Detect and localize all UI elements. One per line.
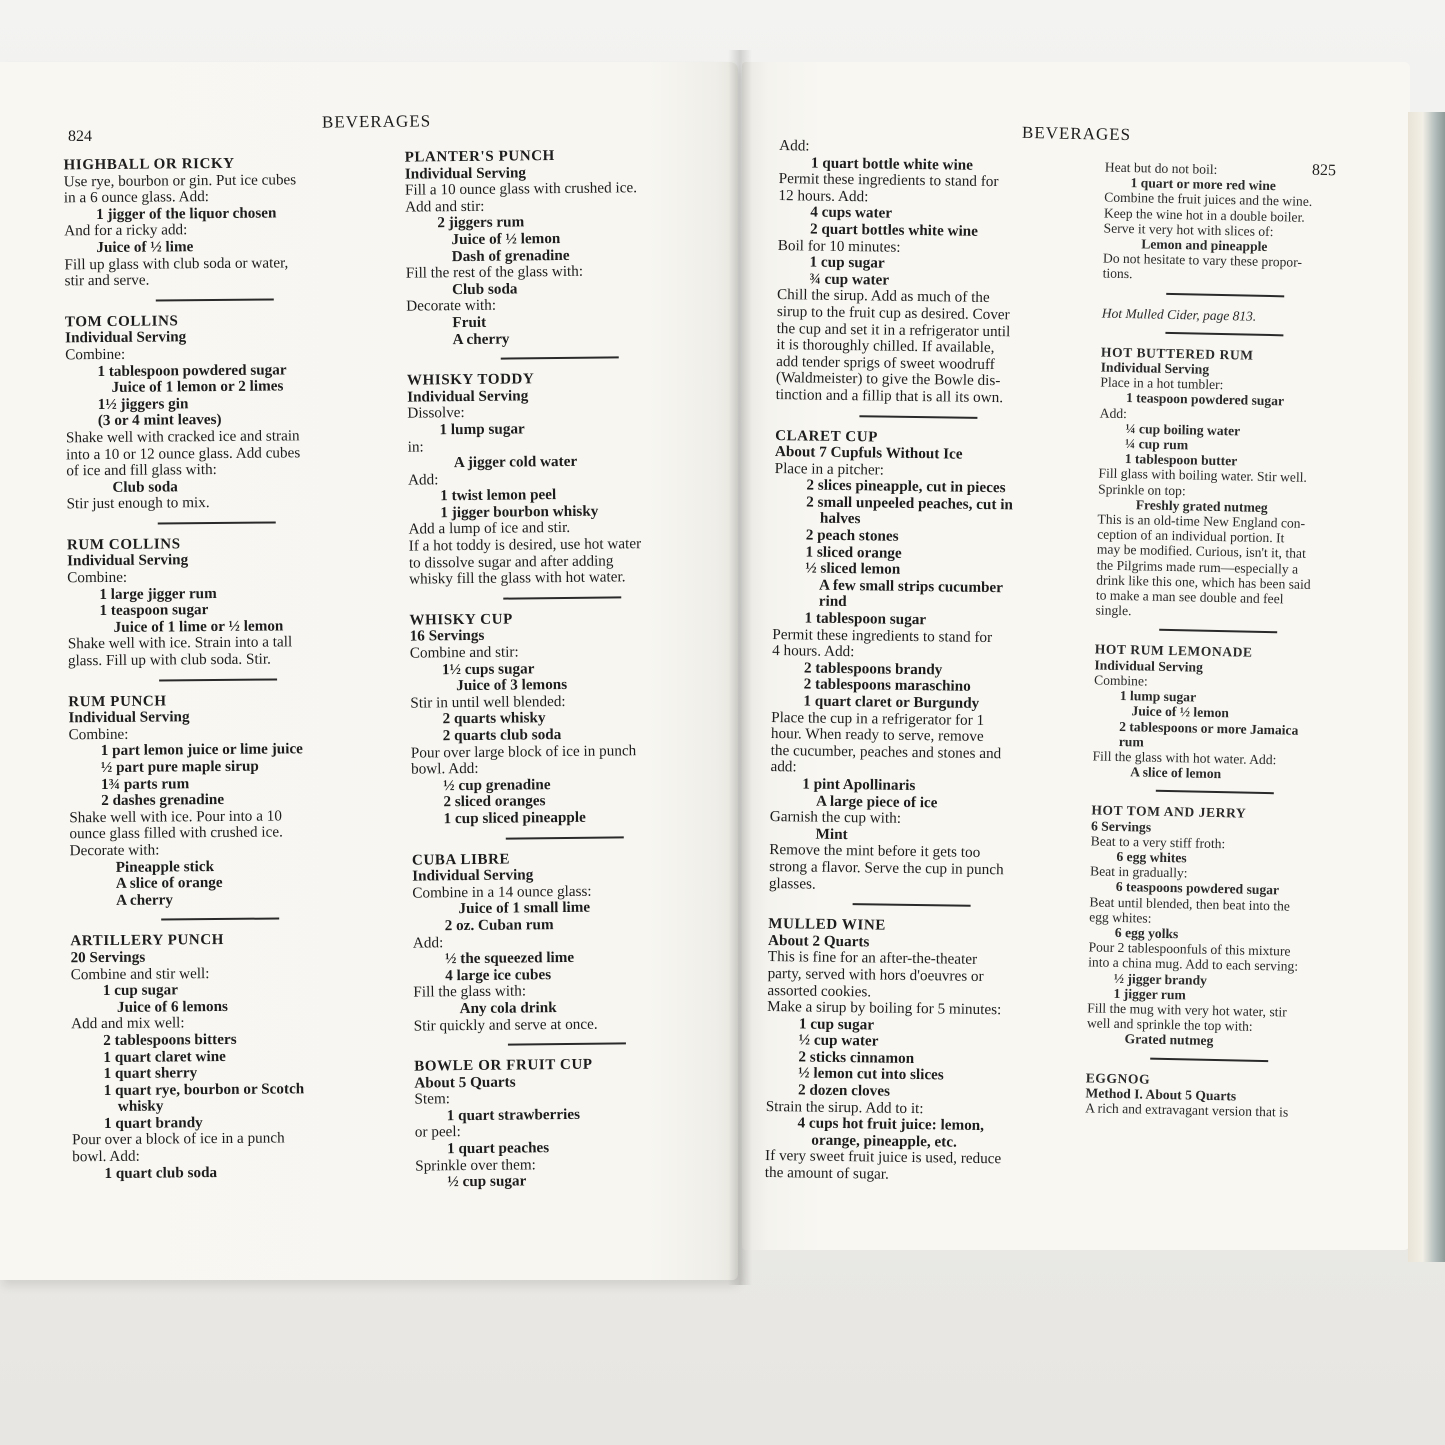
recipe-title: TOM COLLINS xyxy=(64,313,179,331)
ingredient-line: 2 jiggers rum xyxy=(437,213,525,232)
instruction-line: Combine: xyxy=(65,345,126,364)
ingredient-line: 1 quart rye, bourbon or Scotch xyxy=(103,1079,305,1099)
recipe-title: MULLED WINE xyxy=(768,916,887,934)
ingredient-line: Dash of grenadine xyxy=(451,246,570,265)
ingredient-line: Juice of 3 lemons xyxy=(456,676,568,695)
instruction-line: Decorate with: xyxy=(406,297,497,315)
ingredient-line: 2 tablespoons or more Jamaica xyxy=(1119,718,1299,738)
ingredient-line: Juice of ½ lemon xyxy=(451,229,561,249)
ingredient-line: whisky xyxy=(117,1097,164,1116)
instruction-line: Add and mix well: xyxy=(71,1014,185,1033)
ingredient-line: 1 quart brandy xyxy=(103,1114,203,1132)
instruction-line: Combine the fruit juices and the wine. xyxy=(1104,189,1313,210)
instruction-line: Combine and stir: xyxy=(409,643,519,662)
instruction-line: Add: xyxy=(1099,405,1128,421)
section-divider xyxy=(158,521,276,524)
instruction-line: of ice and fill glass with: xyxy=(66,461,217,480)
ingredient-line: ¾ cup water xyxy=(809,270,890,289)
ingredient-line: 1 quart claret wine xyxy=(103,1047,226,1066)
section-divider xyxy=(1159,629,1277,633)
section-divider xyxy=(1150,1057,1268,1061)
instruction-line: (Waldmeister) to give the Bowle dis- xyxy=(775,369,1001,390)
ingredient-line: 1 cup sugar xyxy=(102,981,178,1000)
ingredient-line: Juice of 6 lemons xyxy=(116,997,228,1016)
ingredient-line: (3 or 4 mint leaves) xyxy=(97,411,222,430)
instruction-line: Make a sirup by boiling for 5 minutes: xyxy=(767,998,1002,1019)
instruction-line: ounce glass filled with crushed ice. xyxy=(69,823,283,843)
ingredient-line: Club soda xyxy=(451,280,518,298)
ingredient-line: 2 tablespoons maraschino xyxy=(803,675,971,696)
ingredient-line: Grated nutmeg xyxy=(1124,1031,1214,1049)
instruction-line: Stir quickly and serve at once. xyxy=(413,1015,598,1035)
ingredient-line: rind xyxy=(818,593,847,611)
instruction-line: sirup to the fruit cup as desired. Cover xyxy=(776,302,1010,324)
ingredient-line: 2 slices pineapple, cut in pieces xyxy=(806,476,1006,497)
ingredient-line: 6 teaspoons powdered sugar xyxy=(1115,879,1280,898)
recipe-yield: Individual Serving xyxy=(66,551,189,570)
ingredient-line: ½ the squeezed lime xyxy=(444,949,575,968)
ingredient-line: Pineapple stick xyxy=(115,857,215,876)
instruction-line: Place in a pitcher: xyxy=(774,459,885,479)
ingredient-line: ¼ cup boiling water xyxy=(1125,420,1241,439)
section-divider xyxy=(503,596,621,599)
ingredient-line: halves xyxy=(819,510,861,528)
instruction-line: into a 10 or 12 ounce glass. Add cubes xyxy=(66,443,301,463)
ingredient-line: A cherry xyxy=(452,330,510,348)
ingredient-line: Mint xyxy=(815,825,848,843)
instruction-line: Add: xyxy=(779,137,810,155)
recipe-yield: Individual Serving xyxy=(404,163,527,183)
recipe-yield: Individual Serving xyxy=(412,866,534,885)
instruction-line: Heat but do not boil: xyxy=(1104,159,1218,177)
ingredient-line: 1 quart claret or Burgundy xyxy=(803,692,980,712)
instruction-line: Stir just enough to mix. xyxy=(66,494,210,513)
instruction-line: Combine in a 14 ounce glass: xyxy=(412,882,592,902)
instruction-line: Do not hesitate to vary these propor- xyxy=(1102,250,1303,270)
instruction-line: Pour over a block of ice in a punch xyxy=(72,1129,285,1149)
instruction-line: Sprinkle over them: xyxy=(415,1155,536,1175)
ingredient-line: Juice of ½ lime xyxy=(96,238,194,257)
instruction-line: the amount of sugar. xyxy=(764,1163,889,1183)
instruction-line: Beat in gradually: xyxy=(1089,863,1188,881)
instruction-line: Permit these ingredients to stand for xyxy=(772,625,993,646)
section-divider xyxy=(1165,332,1283,336)
right-page xyxy=(742,62,1410,1250)
instruction-line: Shake well with ice. Pour into a 10 xyxy=(69,807,282,827)
ingredient-line: 2 peach stones xyxy=(805,526,899,545)
instruction-line: Beat to a very stiff froth: xyxy=(1090,833,1226,851)
instruction-line: Add and stir: xyxy=(405,197,485,216)
recipe-title: RUM COLLINS xyxy=(66,536,181,554)
instruction-line: to dissolve sugar and after adding xyxy=(408,552,614,572)
ingredient-line: 1 pint Apollinaris xyxy=(802,775,916,794)
ingredient-line: Juice of 1 lemon or 2 limes xyxy=(111,377,284,397)
section-divider xyxy=(1166,292,1284,296)
instruction-line: This is fine for an after-the-theater xyxy=(767,948,978,969)
ingredient-line: 1 lump sugar xyxy=(1119,688,1197,705)
recipe-title: RUM PUNCH xyxy=(68,693,167,710)
recipe-title: HOT TOM AND JERRY xyxy=(1091,802,1247,821)
instruction-line: Add: xyxy=(407,470,439,489)
ingredient-line: Juice of 1 small lime xyxy=(458,899,591,918)
instruction-line: If very sweet fruit juice is used, reduce xyxy=(764,1147,1002,1168)
instruction-line: Shake well with cracked ice and strain xyxy=(65,427,300,447)
recipe-yield: Individual Serving xyxy=(65,328,187,347)
ingredient-line: A large piece of ice xyxy=(815,792,938,811)
ingredient-line: 2 quarts whisky xyxy=(442,709,546,728)
instruction-line: glasses. xyxy=(768,874,816,893)
ingredient-line: 1 quart strawberries xyxy=(446,1105,581,1125)
instruction-line: Combine and stir well: xyxy=(70,964,210,983)
instruction-line: hour. When ready to serve, remove xyxy=(770,725,984,746)
ingredient-line: 2 sticks cinnamon xyxy=(798,1048,915,1067)
instruction-line: egg whites: xyxy=(1089,909,1152,926)
ingredient-line: 1½ jiggers gin xyxy=(97,394,189,413)
ingredient-line: 2 sliced oranges xyxy=(443,792,546,811)
instruction-line: stir and serve. xyxy=(64,271,150,290)
left-column-1 xyxy=(64,153,373,1183)
recipe-title: CLARET CUP xyxy=(775,427,879,445)
instruction-line: Use rye, bourbon or gin. Put ice cubes xyxy=(63,170,297,190)
instruction-line: into a china mug. Add to each serving: xyxy=(1088,954,1299,975)
instruction-line: Fill the mug with very hot water, stir xyxy=(1087,1000,1287,1020)
ingredient-line: 1 tablespoon butter xyxy=(1124,451,1238,469)
instruction-line: Permit these ingredients to stand for xyxy=(778,170,999,191)
instruction-line: Add a lump of ice and stir. xyxy=(408,519,571,539)
ingredient-line: 1½ cups sugar xyxy=(441,659,535,678)
ingredient-line: A cherry xyxy=(115,891,174,909)
ingredient-line: ½ cup water xyxy=(798,1031,879,1050)
instruction-line: the cup and set it in a refrigerator until xyxy=(776,319,1011,340)
ingredient-line: 1 cup sugar xyxy=(809,253,885,272)
ingredient-line: 1 teaspoon powdered sugar xyxy=(1125,390,1285,409)
section-divider xyxy=(159,678,277,681)
recipe-yield: Individual Serving xyxy=(407,387,529,406)
ingredient-line: 1 quart bottle white wine xyxy=(810,154,974,174)
instruction-line: Combine: xyxy=(67,568,128,587)
ingredient-line: 1 part lemon juice or lime juice xyxy=(100,740,303,760)
left-page xyxy=(0,62,738,1280)
instruction-line: Keep the wine hot in a double boiler. xyxy=(1103,205,1305,225)
instruction-line: Pour 2 tablespoonfuls of this mixture xyxy=(1088,939,1291,959)
ingredient-line: 1 tablespoon sugar xyxy=(804,609,927,629)
ingredient-line: 1 large jigger rum xyxy=(99,584,217,603)
ingredient-line: A few small strips cucumber xyxy=(818,576,1004,597)
recipe-title: WHISKY TODDY xyxy=(406,371,535,389)
ingredient-line: ½ cup grenadine xyxy=(443,775,551,795)
ingredient-line: 1 sliced orange xyxy=(805,543,902,562)
ingredient-line: 1 jigger of the liquor chosen xyxy=(95,204,277,223)
ingredient-line: ¼ cup rum xyxy=(1124,436,1189,453)
instruction-line: Stir in until well blended: xyxy=(410,692,566,712)
instruction-line: 12 hours. Add: xyxy=(778,186,869,206)
recipe-yield: About 5 Quarts xyxy=(414,1073,516,1092)
ingredient-line: 1 quart club soda xyxy=(104,1163,218,1182)
instruction-line: Combine: xyxy=(1093,672,1148,689)
instruction-line: Place in a hot tumbler: xyxy=(1100,374,1224,393)
instruction-line: Fill the glass with hot water. Add: xyxy=(1092,748,1277,768)
ingredient-line: 2 dashes grenadine xyxy=(101,791,225,810)
instruction-line: Pour over large block of ice in punch xyxy=(410,741,637,762)
instruction-line: Fill the glass with: xyxy=(413,982,527,1001)
recipe-title: ARTILLERY PUNCH xyxy=(70,932,225,950)
ingredient-line: Fruit xyxy=(452,313,487,332)
ingredient-line: Juice of 1 lime or ½ lemon xyxy=(113,617,284,636)
page-number-left: 824 xyxy=(68,128,92,145)
recipe-title: HIGHBALL OR RICKY xyxy=(63,155,235,174)
instruction-line: Add: xyxy=(412,933,444,952)
ingredient-line: 4 cups water xyxy=(810,203,893,223)
ingredient-line: 1 teaspoon sugar xyxy=(99,601,209,620)
ingredient-line: 1 jigger rum xyxy=(1113,985,1186,1003)
ingredient-line: 1 jigger bourbon whisky xyxy=(440,502,599,522)
instruction-line: Sprinkle on top: xyxy=(1097,481,1186,498)
instruction-line: Shake well with ice. Strain into a tall xyxy=(67,633,293,653)
instruction-line: tinction and a fillip that is all its own. xyxy=(775,385,1004,407)
ingredient-line: 2 oz. Cuban rum xyxy=(444,916,554,935)
ingredient-line: 1 cup sugar xyxy=(798,1015,875,1034)
ingredient-line: 1 twist lemon peel xyxy=(440,486,557,505)
instruction-line: add tender sprigs of sweet woodruff xyxy=(776,352,995,373)
instruction-line: This is an old-time New England con- xyxy=(1097,511,1306,531)
book-gutter xyxy=(728,50,752,1285)
ingredient-line: ½ cup sugar xyxy=(447,1172,527,1191)
recipe-yield: Individual Serving xyxy=(68,708,190,727)
instruction-line: And for a ricky add: xyxy=(64,221,188,240)
ingredient-line: 4 large ice cubes xyxy=(445,965,552,984)
section-divider xyxy=(500,357,618,360)
recipe-yield: About 2 Quarts xyxy=(767,931,870,951)
recipe-yield: 6 Servings xyxy=(1090,817,1152,835)
recipe-yield: Individual Serving xyxy=(1100,359,1210,377)
instruction-line: Fill the rest of the glass with: xyxy=(405,262,584,282)
instruction-line: Decorate with: xyxy=(69,841,160,860)
ingredient-line: 1 quart sherry xyxy=(103,1064,198,1083)
instruction-line: Place the cup in a refrigerator for 1 xyxy=(771,708,985,729)
instruction-line: Strain the sirup. Add to it: xyxy=(765,1097,924,1117)
ingredient-line: Juice of ½ lemon xyxy=(1131,703,1230,721)
running-head-left: BEVERAGES xyxy=(321,111,432,132)
ingredient-line: ½ part pure maple sirup xyxy=(100,757,259,777)
ingredient-line: 2 tablespoons bitters xyxy=(103,1030,237,1049)
page-number-right: 825 xyxy=(1311,161,1337,180)
recipe-title: EGGNOG xyxy=(1085,1069,1151,1087)
instruction-line: party, served with hors d'oeuvres or xyxy=(767,964,984,985)
instruction-line: ception of an individual portion. It xyxy=(1097,526,1285,546)
section-divider xyxy=(507,1042,625,1045)
ingredient-line: 2 quart bottles white wine xyxy=(809,220,979,240)
instruction-line: A rich and extravagant version that is xyxy=(1085,1100,1289,1120)
ingredient-line: 1 tablespoon powdered sugar xyxy=(97,360,287,380)
instruction-line: the Pilgrims made rum—especially a xyxy=(1096,557,1299,577)
recipe-title: HOT BUTTERED RUM xyxy=(1100,344,1254,363)
instruction-line: Fill a 10 ounce glass with crushed ice. xyxy=(404,179,638,199)
instruction-line: Serve it very hot with slices of: xyxy=(1103,220,1274,239)
instruction-line: assorted cookies. xyxy=(767,981,872,1000)
instruction-line: the cucumber, peaches and stones and xyxy=(770,741,1002,763)
instruction-line: strong a flavor. Serve the cup in punch xyxy=(769,857,1004,879)
ingredient-line: 1 quart or more red wine xyxy=(1130,175,1277,194)
recipe-title: WHISKY CUP xyxy=(409,611,513,629)
running-head-right: BEVERAGES xyxy=(1021,122,1132,145)
recipe-title: HOT RUM LEMONADE xyxy=(1094,641,1253,661)
instruction-line: If a hot toddy is desired, use hot water xyxy=(408,535,642,555)
ingredient-line: A slice of lemon xyxy=(1130,764,1222,782)
instruction-line: tions. xyxy=(1102,265,1133,282)
recipe-yield: 16 Servings xyxy=(409,627,485,646)
instruction-line: or peel: xyxy=(414,1123,461,1142)
instruction-line: single. xyxy=(1095,602,1132,619)
recipe-title: CUBA LIBRE xyxy=(411,851,511,869)
ingredient-line: A slice of orange xyxy=(115,874,223,893)
cross-reference: Hot Mulled Cider, page 813. xyxy=(1101,305,1257,324)
instruction-line: bowl. Add: xyxy=(72,1147,140,1166)
ingredient-line: 1 lump sugar xyxy=(439,420,525,439)
recipe-yield: Individual Serving xyxy=(1094,657,1204,675)
ingredient-line: 1 quart peaches xyxy=(446,1139,550,1158)
instruction-line: Beat until blended, then beat into the xyxy=(1089,893,1291,914)
ingredient-line: Lemon and pineapple xyxy=(1141,236,1268,254)
section-divider xyxy=(161,918,279,921)
instruction-line: Stem: xyxy=(414,1090,451,1108)
instruction-line: well and sprinkle the top with: xyxy=(1086,1015,1253,1034)
left-column-2 xyxy=(405,144,721,1191)
section-divider xyxy=(859,415,977,419)
ingredient-line: A jigger cold water xyxy=(453,452,578,472)
ingredient-line: ½ sliced lemon xyxy=(805,559,901,579)
instruction-line: in a 6 ounce glass. Add: xyxy=(63,188,210,207)
ingredient-line: orange, pineapple, etc. xyxy=(811,1131,957,1151)
instruction-line: Fill glass with boiling water. Stir well. xyxy=(1098,465,1308,486)
instruction-line: Boil for 10 minutes: xyxy=(777,236,901,256)
instruction-line: it is thoroughly chilled. If available, xyxy=(776,336,995,357)
section-divider xyxy=(156,298,274,301)
ingredient-line: 2 dozen cloves xyxy=(797,1081,891,1100)
right-column-2 xyxy=(1085,160,1350,1121)
instruction-line: whisky fill the glass with hot water. xyxy=(408,568,626,588)
section-divider xyxy=(1155,790,1273,794)
ingredient-line: 1¾ parts rum xyxy=(100,774,190,793)
ingredient-line: Freshly grated nutmeg xyxy=(1135,497,1268,515)
instruction-line: bowl. Add: xyxy=(410,760,479,778)
ingredient-line: 1 cup sliced pineapple xyxy=(443,808,586,828)
instruction-line: may be modified. Curious, isn't it, that xyxy=(1096,541,1306,562)
ingredient-line: rum xyxy=(1118,733,1144,750)
ingredient-line: 6 egg whites xyxy=(1116,848,1187,866)
section-divider xyxy=(852,903,970,907)
recipe-yield: 20 Servings xyxy=(70,948,146,967)
instruction-line: drink like this one, which has been said xyxy=(1096,572,1311,592)
instruction-line: 4 hours. Add: xyxy=(772,642,855,661)
book-cover-edge xyxy=(1408,112,1445,1262)
instruction-line: Combine: xyxy=(68,725,129,744)
recipe-title: BOWLE OR FRUIT CUP xyxy=(414,1056,593,1075)
ingredient-line: ½ lemon cut into slices xyxy=(798,1064,944,1084)
instruction-line: glass. Fill up with club soda. Stir. xyxy=(67,650,271,670)
ingredient-line: 2 quarts club soda xyxy=(442,726,562,745)
instruction-line: add: xyxy=(770,758,797,776)
ingredient-line: ½ jigger brandy xyxy=(1113,970,1208,988)
ingredient-line: Any cola drink xyxy=(459,998,557,1018)
right-column-1 xyxy=(765,138,1065,1186)
section-divider xyxy=(505,836,623,839)
ingredient-line: 2 small unpeeled peaches, cut in xyxy=(806,493,1014,514)
instruction-line: in: xyxy=(407,437,424,456)
ingredient-line: 4 cups hot fruit juice: lemon, xyxy=(797,1114,985,1135)
ingredient-line: 2 tablespoons brandy xyxy=(803,659,943,679)
recipe-yield: Method I. About 5 Quarts xyxy=(1085,1085,1237,1104)
instruction-line: Chill the sirup. Add as much of the xyxy=(776,286,990,307)
instruction-line: Fill up glass with club soda or water, xyxy=(64,253,289,273)
instruction-line: Dissolve: xyxy=(407,404,465,422)
instruction-line: Remove the mint before it gets too xyxy=(769,841,981,862)
instruction-line: Garnish the cup with: xyxy=(769,808,902,827)
recipe-yield: About 7 Cupfuls Without Ice xyxy=(774,443,963,463)
recipe-title: PLANTER'S PUNCH xyxy=(404,148,555,166)
ingredient-line: Club soda xyxy=(112,478,178,496)
ingredient-line: 6 egg yolks xyxy=(1114,924,1179,942)
instruction-line: to make a man see double and feel xyxy=(1095,587,1284,607)
